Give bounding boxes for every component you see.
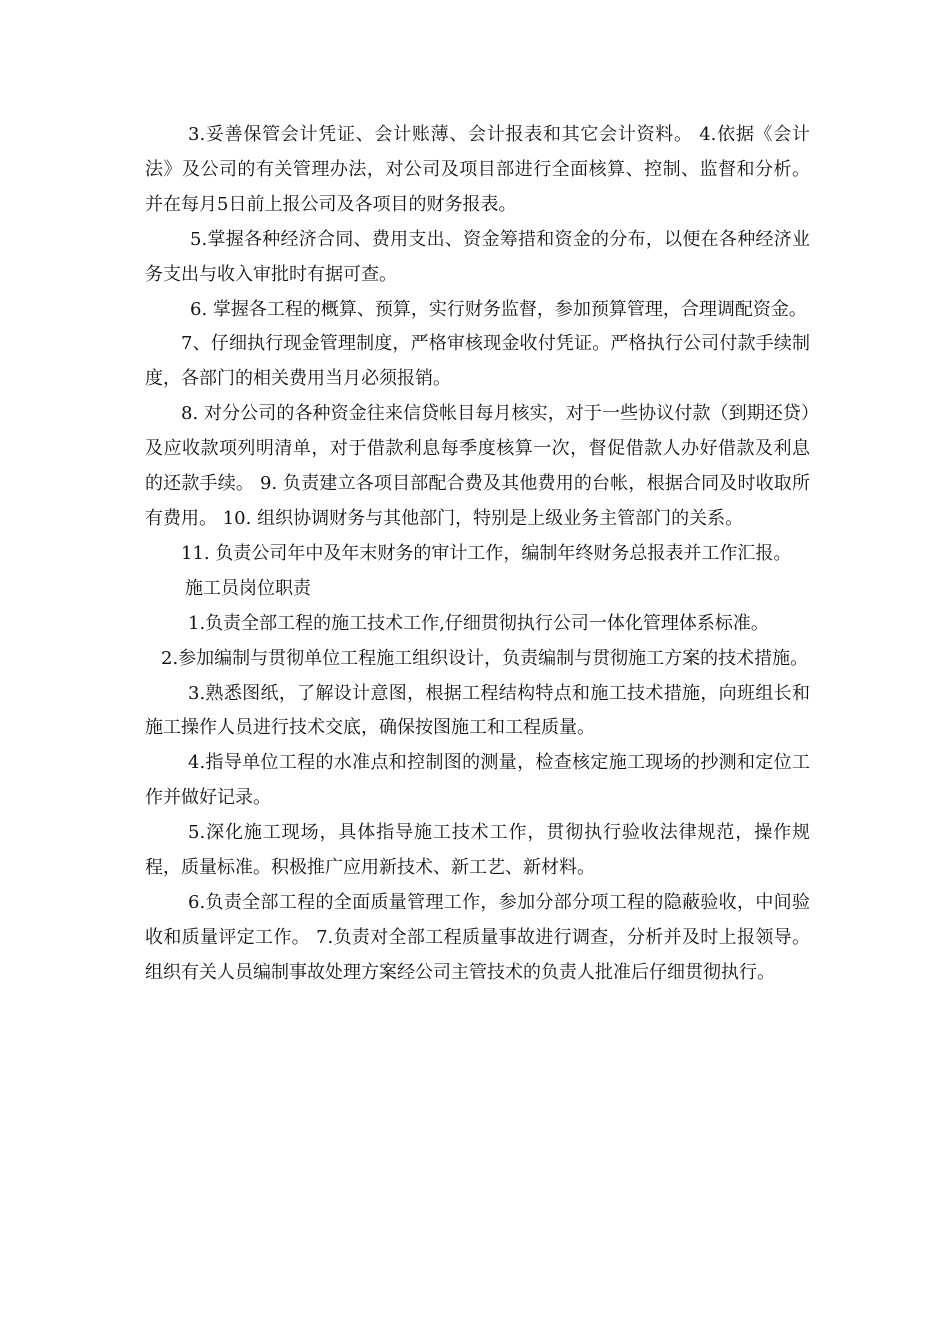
duty-4: 4.指导单位工程的水准点和控制图的测量，检查核定施工现场的抄测和定位工作并做好记录。 — [145, 752, 810, 809]
paragraph-6: 6. 掌握各工程的概算、预算，实行财务监督，参加预算管理，合理调配资金。 — [190, 298, 807, 320]
duty-1: 1.负责全部工程的施工技术工作,仔细贯彻执行公司一体化管理体系标准。 — [188, 612, 769, 634]
duty-2: 2.参加编制与贯彻单位工程施工组织设计，负责编制与贯彻施工方案的技术措施。 — [161, 647, 809, 669]
paragraph-11: 11. 负责公司年中及年末财务的审计工作，编制年终财务总报表并工作汇报。 — [181, 542, 792, 564]
duty-5: 5.深化施工现场，具体指导施工技术工作，贯彻执行验收法律规范，操作规程，质量标准。积极推广应用新技术、新工艺、新材料。 — [145, 822, 810, 879]
document-body — [145, 118, 810, 991]
paragraph-5: 5.掌握各种经济合同、费用支出、资金筹措和资金的分布，以便在各种经济业务支出与收入审批时有据可查。 — [145, 228, 810, 285]
paragraph-7: 7、仔细执行现金管理制度，严格审核现金收付凭证。严格执行公司付款手续制度，各部门的相关费用当月必须报销。 — [145, 333, 810, 390]
section-heading: 施工员岗位职责 — [185, 577, 311, 599]
paragraph-8-10: 8. 对分公司的各种资金往来信贷帐目每月核实，对于一些协议付款（到期还贷）及应收款项列明清单，对于借款利息每季度核算一次，督促借款人办好借款及利息的还款手续。 9. 负责建立各项目部配合费及其他费用的台帐，根据合同及时收取所有费用。 10. 组织协调财务与其他部门，特别是上级业务主管部门的关系。 — [145, 403, 810, 529]
duty-6-7: 6.负责全部工程的全面质量管理工作，参加分部分项工程的隐蔽验收，中间验收和质量评定工作。 7.负责对全部工程质量事故进行调查，分析并及时上报领导。组织有关人员编制事故处理方案经公司主管技术的负责人批准后仔细贯彻执行。 — [145, 891, 810, 983]
duty-3: 3.熟悉图纸，了解设计意图，根据工程结构特点和施工技术措施，向班组长和施工操作人员进行技术交底，确保按图施工和工程质量。 — [145, 682, 810, 739]
paragraph-3-4: 3.妥善保管会计凭证、会计账薄、会计报表和其它会计资料。 4.依据《会计法》及公司的有关管理办法，对公司及项目部进行全面核算、控制、监督和分析。并在每月5日前上报公司及各项目的财务报表。 — [145, 124, 810, 215]
